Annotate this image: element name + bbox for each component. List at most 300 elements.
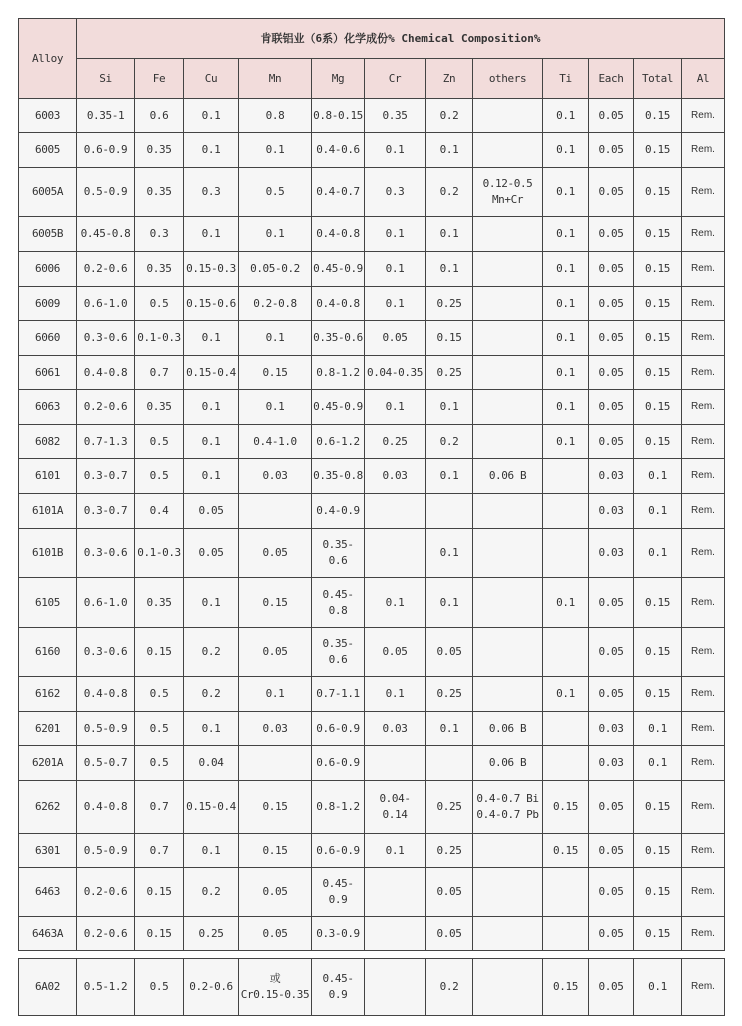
- value-cell: 0.05: [184, 494, 239, 529]
- value-cell: 0.15: [426, 321, 473, 356]
- value-cell: 0.1: [239, 677, 312, 712]
- value-cell: [365, 494, 426, 529]
- value-cell: 0.03: [589, 529, 634, 578]
- alloy-cell: 6201A: [19, 746, 77, 781]
- value-cell: 0.05: [589, 390, 634, 425]
- alloy-cell: 6063: [19, 390, 77, 425]
- value-cell: 0.25: [426, 834, 473, 868]
- value-cell: 0.7-1.1: [312, 677, 365, 712]
- value-cell: 0.5: [135, 959, 184, 1016]
- value-cell: 0.1: [184, 578, 239, 628]
- value-cell: 0.1: [426, 217, 473, 252]
- composition-table: [18, 18, 725, 951]
- value-cell: Rem.: [682, 834, 725, 868]
- value-cell: 0.06 B: [473, 459, 543, 494]
- table-row: [19, 287, 725, 321]
- value-cell: [365, 868, 426, 917]
- value-cell: 0.1: [365, 287, 426, 321]
- value-cell: 0.4: [135, 494, 184, 529]
- value-cell: 0.45- 0.9: [312, 959, 365, 1016]
- value-cell: 0.15: [634, 99, 682, 133]
- value-cell: 0.05: [589, 133, 634, 168]
- table-row: [19, 99, 725, 133]
- value-cell: 或 Cr0.15-0.35: [239, 959, 312, 1016]
- value-cell: 0.15: [634, 356, 682, 390]
- value-cell: 0.4-0.9: [312, 494, 365, 529]
- value-cell: [473, 321, 543, 356]
- value-cell: [239, 494, 312, 529]
- value-cell: 0.4-1.0: [239, 425, 312, 459]
- value-cell: 0.05: [589, 425, 634, 459]
- value-cell: 0.1: [426, 252, 473, 287]
- value-cell: 0.1: [184, 834, 239, 868]
- value-cell: 0.05: [589, 868, 634, 917]
- column-header-al: Al: [682, 59, 725, 99]
- value-cell: 0.15: [135, 628, 184, 677]
- value-cell: 0.05: [589, 628, 634, 677]
- value-cell: 0.05: [589, 781, 634, 834]
- table-row: [19, 459, 725, 494]
- value-cell: 0.1: [426, 578, 473, 628]
- value-cell: 0.05: [589, 99, 634, 133]
- value-cell: 0.35-0.6: [312, 321, 365, 356]
- value-cell: 0.1: [365, 677, 426, 712]
- value-cell: 0.1: [543, 252, 589, 287]
- value-cell: 0.3-0.7: [77, 459, 135, 494]
- value-cell: 0.15: [634, 133, 682, 168]
- value-cell: Rem.: [682, 99, 725, 133]
- value-cell: 0.03: [589, 494, 634, 529]
- value-cell: 0.1: [184, 321, 239, 356]
- value-cell: [473, 677, 543, 712]
- value-cell: 0.15: [543, 834, 589, 868]
- value-cell: 0.2-0.6: [77, 390, 135, 425]
- table-row: [19, 834, 725, 868]
- value-cell: 0.1: [543, 321, 589, 356]
- value-cell: 0.4-0.8: [77, 781, 135, 834]
- value-cell: 0.06 B: [473, 746, 543, 781]
- value-cell: 0.3-0.7: [77, 494, 135, 529]
- table-row: [19, 168, 725, 217]
- value-cell: 0.25: [426, 677, 473, 712]
- table-row: [19, 356, 725, 390]
- value-cell: 0.05: [239, 868, 312, 917]
- value-cell: 0.1: [543, 287, 589, 321]
- value-cell: 0.6: [135, 99, 184, 133]
- column-header-zn: Zn: [426, 59, 473, 99]
- alloy-cell: 6082: [19, 425, 77, 459]
- table-row: [19, 217, 725, 252]
- table-row: [19, 133, 725, 168]
- value-cell: 0.8-0.15: [312, 99, 365, 133]
- value-cell: [473, 959, 543, 1016]
- value-cell: 0.5: [135, 425, 184, 459]
- value-cell: [473, 834, 543, 868]
- value-cell: 0.45-0.9: [312, 390, 365, 425]
- value-cell: 0.1: [543, 133, 589, 168]
- value-cell: 0.1-0.3: [135, 321, 184, 356]
- value-cell: Rem.: [682, 459, 725, 494]
- column-header-mg: Mg: [312, 59, 365, 99]
- value-cell: 0.25: [184, 917, 239, 951]
- value-cell: 0.05: [239, 628, 312, 677]
- value-cell: 0.7: [135, 781, 184, 834]
- table-row: [19, 321, 725, 356]
- alloy-cell: 6005: [19, 133, 77, 168]
- value-cell: 0.15: [634, 781, 682, 834]
- value-cell: 0.2-0.6: [77, 868, 135, 917]
- value-cell: 0.15: [634, 217, 682, 252]
- value-cell: 0.2-0.8: [239, 287, 312, 321]
- value-cell: [473, 99, 543, 133]
- value-cell: 0.35: [135, 168, 184, 217]
- value-cell: Rem.: [682, 578, 725, 628]
- value-cell: [365, 959, 426, 1016]
- value-cell: 0.1: [239, 390, 312, 425]
- value-cell: 0.4-0.8: [77, 677, 135, 712]
- value-cell: 0.35- 0.6: [312, 628, 365, 677]
- value-cell: 0.3: [365, 168, 426, 217]
- value-cell: 0.15: [634, 578, 682, 628]
- extra-table: [18, 958, 725, 1016]
- value-cell: [473, 494, 543, 529]
- value-cell: 0.45-0.9: [312, 252, 365, 287]
- value-cell: 0.2: [426, 959, 473, 1016]
- column-header-others: others: [473, 59, 543, 99]
- value-cell: 0.35: [365, 99, 426, 133]
- value-cell: [473, 529, 543, 578]
- value-cell: 0.15: [634, 168, 682, 217]
- value-cell: Rem.: [682, 321, 725, 356]
- value-cell: 0.4-0.7 Bi 0.4-0.7 Pb: [473, 781, 543, 834]
- value-cell: 0.35: [135, 390, 184, 425]
- value-cell: 0.7: [135, 834, 184, 868]
- value-cell: 0.1: [543, 677, 589, 712]
- value-cell: 0.1: [184, 217, 239, 252]
- table-row: [19, 868, 725, 917]
- table-title: 肯联铝业（6系）化学成份% Chemical Composition%: [77, 19, 725, 59]
- value-cell: [543, 529, 589, 578]
- value-cell: 0.1: [365, 834, 426, 868]
- value-cell: [543, 459, 589, 494]
- value-cell: 0.1: [239, 217, 312, 252]
- value-cell: Rem.: [682, 356, 725, 390]
- value-cell: 0.04- 0.14: [365, 781, 426, 834]
- value-cell: 0.05: [239, 917, 312, 951]
- value-cell: 0.5: [135, 677, 184, 712]
- value-cell: [365, 529, 426, 578]
- value-cell: 0.35: [135, 252, 184, 287]
- value-cell: Rem.: [682, 133, 725, 168]
- alloy-cell: 6160: [19, 628, 77, 677]
- alloy-cell: 6A02: [19, 959, 77, 1016]
- value-cell: 0.5-0.7: [77, 746, 135, 781]
- alloy-cell: 6009: [19, 287, 77, 321]
- alloy-cell: 6262: [19, 781, 77, 834]
- value-cell: 0.15: [239, 356, 312, 390]
- value-cell: 0.4-0.8: [77, 356, 135, 390]
- value-cell: 0.2: [426, 425, 473, 459]
- value-cell: 0.15: [239, 578, 312, 628]
- value-cell: [543, 628, 589, 677]
- value-cell: 0.1: [184, 99, 239, 133]
- value-cell: 0.6-0.9: [312, 834, 365, 868]
- value-cell: 0.03: [365, 712, 426, 746]
- value-cell: 0.15: [634, 628, 682, 677]
- value-cell: 0.15: [634, 868, 682, 917]
- value-cell: [473, 252, 543, 287]
- alloy-cell: 6101: [19, 459, 77, 494]
- value-cell: [473, 868, 543, 917]
- value-cell: 0.7-1.3: [77, 425, 135, 459]
- value-cell: 0.05-0.2: [239, 252, 312, 287]
- value-cell: Rem.: [682, 252, 725, 287]
- value-cell: 0.05: [365, 628, 426, 677]
- alloy-cell: 6463A: [19, 917, 77, 951]
- table-row: [19, 252, 725, 287]
- value-cell: 0.15: [634, 425, 682, 459]
- value-cell: 0.05: [589, 168, 634, 217]
- value-cell: 0.1: [184, 712, 239, 746]
- table-row: [19, 390, 725, 425]
- value-cell: 0.1: [543, 168, 589, 217]
- value-cell: 0.15: [543, 781, 589, 834]
- value-cell: 0.1: [239, 133, 312, 168]
- value-cell: 0.5: [135, 287, 184, 321]
- value-cell: 0.05: [589, 287, 634, 321]
- value-cell: 0.1: [634, 746, 682, 781]
- value-cell: 0.3-0.6: [77, 628, 135, 677]
- value-cell: 0.12-0.5 Mn+Cr: [473, 168, 543, 217]
- value-cell: 0.1: [365, 133, 426, 168]
- value-cell: 0.2: [184, 868, 239, 917]
- value-cell: [473, 917, 543, 951]
- value-cell: 0.05: [426, 628, 473, 677]
- value-cell: 0.05: [589, 959, 634, 1016]
- table-row: [19, 494, 725, 529]
- table-row: [19, 712, 725, 746]
- value-cell: 0.05: [589, 834, 634, 868]
- value-cell: 0.15: [634, 917, 682, 951]
- value-cell: 0.5-0.9: [77, 168, 135, 217]
- value-cell: 0.15: [634, 677, 682, 712]
- value-cell: 0.05: [184, 529, 239, 578]
- value-cell: 0.1: [426, 133, 473, 168]
- value-cell: 0.1: [426, 712, 473, 746]
- value-cell: 0.1: [184, 390, 239, 425]
- value-cell: 0.05: [239, 529, 312, 578]
- value-cell: 0.1: [365, 390, 426, 425]
- value-cell: 0.1: [365, 217, 426, 252]
- alloy-cell: 6005A: [19, 168, 77, 217]
- value-cell: 0.25: [426, 287, 473, 321]
- value-cell: 0.1: [184, 425, 239, 459]
- value-cell: 0.5: [135, 712, 184, 746]
- value-cell: 0.15-0.6: [184, 287, 239, 321]
- value-cell: 0.7: [135, 356, 184, 390]
- alloy-cell: 6003: [19, 99, 77, 133]
- value-cell: 0.1: [365, 578, 426, 628]
- value-cell: 0.4-0.7: [312, 168, 365, 217]
- value-cell: [543, 868, 589, 917]
- value-cell: 0.45- 0.8: [312, 578, 365, 628]
- column-header-si: Si: [77, 59, 135, 99]
- value-cell: 0.05: [426, 917, 473, 951]
- value-cell: 0.5-0.9: [77, 834, 135, 868]
- value-cell: 0.1: [543, 217, 589, 252]
- value-cell: 0.35-0.8: [312, 459, 365, 494]
- value-cell: 0.05: [589, 252, 634, 287]
- value-cell: 0.05: [589, 917, 634, 951]
- table-row: [19, 677, 725, 712]
- column-header-mn: Mn: [239, 59, 312, 99]
- alloy-cell: 6301: [19, 834, 77, 868]
- value-cell: 0.8: [239, 99, 312, 133]
- value-cell: 0.04-0.35: [365, 356, 426, 390]
- value-cell: 0.03: [589, 712, 634, 746]
- value-cell: 0.8-1.2: [312, 781, 365, 834]
- value-cell: [473, 578, 543, 628]
- value-cell: 0.3-0.9: [312, 917, 365, 951]
- value-cell: 0.05: [365, 321, 426, 356]
- value-cell: 0.35: [135, 133, 184, 168]
- value-cell: [473, 133, 543, 168]
- alloy-cell: 6463: [19, 868, 77, 917]
- table-row: [19, 781, 725, 834]
- value-cell: 0.15: [135, 868, 184, 917]
- alloy-cell: 6101B: [19, 529, 77, 578]
- value-cell: Rem.: [682, 390, 725, 425]
- value-cell: 0.1: [426, 390, 473, 425]
- alloy-cell: 6061: [19, 356, 77, 390]
- table-row: [19, 917, 725, 951]
- value-cell: 0.15: [239, 834, 312, 868]
- column-header-cu: Cu: [184, 59, 239, 99]
- value-cell: 0.3-0.6: [77, 529, 135, 578]
- value-cell: 0.03: [365, 459, 426, 494]
- table-row: [19, 578, 725, 628]
- value-cell: 0.05: [426, 868, 473, 917]
- value-cell: [473, 356, 543, 390]
- value-cell: Rem.: [682, 917, 725, 951]
- alloy-cell: 6105: [19, 578, 77, 628]
- value-cell: 0.1: [365, 252, 426, 287]
- value-cell: 0.15: [634, 390, 682, 425]
- value-cell: 0.1: [634, 712, 682, 746]
- value-cell: 0.45- 0.9: [312, 868, 365, 917]
- value-cell: 0.05: [589, 356, 634, 390]
- value-cell: 0.2: [184, 677, 239, 712]
- value-cell: 0.35- 0.6: [312, 529, 365, 578]
- value-cell: Rem.: [682, 868, 725, 917]
- value-cell: Rem.: [682, 168, 725, 217]
- value-cell: 0.1: [634, 494, 682, 529]
- value-cell: 0.35: [135, 578, 184, 628]
- value-cell: 0.1: [543, 578, 589, 628]
- value-cell: 0.45-0.8: [77, 217, 135, 252]
- value-cell: 0.1: [543, 99, 589, 133]
- value-cell: 0.1: [184, 133, 239, 168]
- alloy-cell: 6006: [19, 252, 77, 287]
- value-cell: Rem.: [682, 712, 725, 746]
- value-cell: Rem.: [682, 628, 725, 677]
- value-cell: [543, 746, 589, 781]
- value-cell: 0.03: [239, 712, 312, 746]
- value-cell: 0.4-0.6: [312, 133, 365, 168]
- value-cell: Rem.: [682, 217, 725, 252]
- value-cell: [473, 628, 543, 677]
- column-header-cr: Cr: [365, 59, 426, 99]
- value-cell: 0.03: [239, 459, 312, 494]
- value-cell: Rem.: [682, 781, 725, 834]
- value-cell: 0.15: [135, 917, 184, 951]
- table-row: [19, 425, 725, 459]
- value-cell: [543, 712, 589, 746]
- value-cell: Rem.: [682, 746, 725, 781]
- value-cell: [543, 917, 589, 951]
- value-cell: 0.3: [184, 168, 239, 217]
- value-cell: 0.2: [184, 628, 239, 677]
- value-cell: 0.5: [135, 746, 184, 781]
- value-cell: 0.15: [634, 834, 682, 868]
- column-header-each: Each: [589, 59, 634, 99]
- value-cell: 0.5-0.9: [77, 712, 135, 746]
- value-cell: [473, 390, 543, 425]
- value-cell: 0.2-0.6: [77, 252, 135, 287]
- value-cell: 0.15: [634, 252, 682, 287]
- value-cell: 0.04: [184, 746, 239, 781]
- table-row: [19, 628, 725, 677]
- value-cell: 0.6-0.9: [312, 712, 365, 746]
- value-cell: 0.15: [634, 321, 682, 356]
- alloy-header: Alloy: [19, 19, 77, 99]
- value-cell: 0.2: [426, 99, 473, 133]
- value-cell: 0.03: [589, 459, 634, 494]
- value-cell: 0.2-0.6: [77, 917, 135, 951]
- value-cell: 0.15: [634, 287, 682, 321]
- alloy-cell: 6060: [19, 321, 77, 356]
- value-cell: 0.15-0.4: [184, 356, 239, 390]
- value-cell: 0.25: [426, 781, 473, 834]
- value-cell: 0.15-0.3: [184, 252, 239, 287]
- value-cell: 0.5: [239, 168, 312, 217]
- value-cell: 0.4-0.8: [312, 287, 365, 321]
- value-cell: [426, 494, 473, 529]
- value-cell: 0.2: [426, 168, 473, 217]
- value-cell: [473, 425, 543, 459]
- value-cell: 0.6-1.0: [77, 287, 135, 321]
- value-cell: 0.15-0.4: [184, 781, 239, 834]
- table-row: [19, 529, 725, 578]
- value-cell: 0.8-1.2: [312, 356, 365, 390]
- value-cell: 0.1: [239, 321, 312, 356]
- value-cell: 0.6-1.0: [77, 578, 135, 628]
- value-cell: 0.1: [184, 459, 239, 494]
- alloy-cell: 6162: [19, 677, 77, 712]
- alloy-cell: 6201: [19, 712, 77, 746]
- value-cell: 0.1: [426, 459, 473, 494]
- value-cell: 0.4-0.8: [312, 217, 365, 252]
- value-cell: 0.1-0.3: [135, 529, 184, 578]
- value-cell: [473, 287, 543, 321]
- value-cell: Rem.: [682, 529, 725, 578]
- value-cell: [239, 746, 312, 781]
- value-cell: [365, 917, 426, 951]
- value-cell: Rem.: [682, 677, 725, 712]
- value-cell: 0.1: [426, 529, 473, 578]
- value-cell: [473, 217, 543, 252]
- column-header-ti: Ti: [543, 59, 589, 99]
